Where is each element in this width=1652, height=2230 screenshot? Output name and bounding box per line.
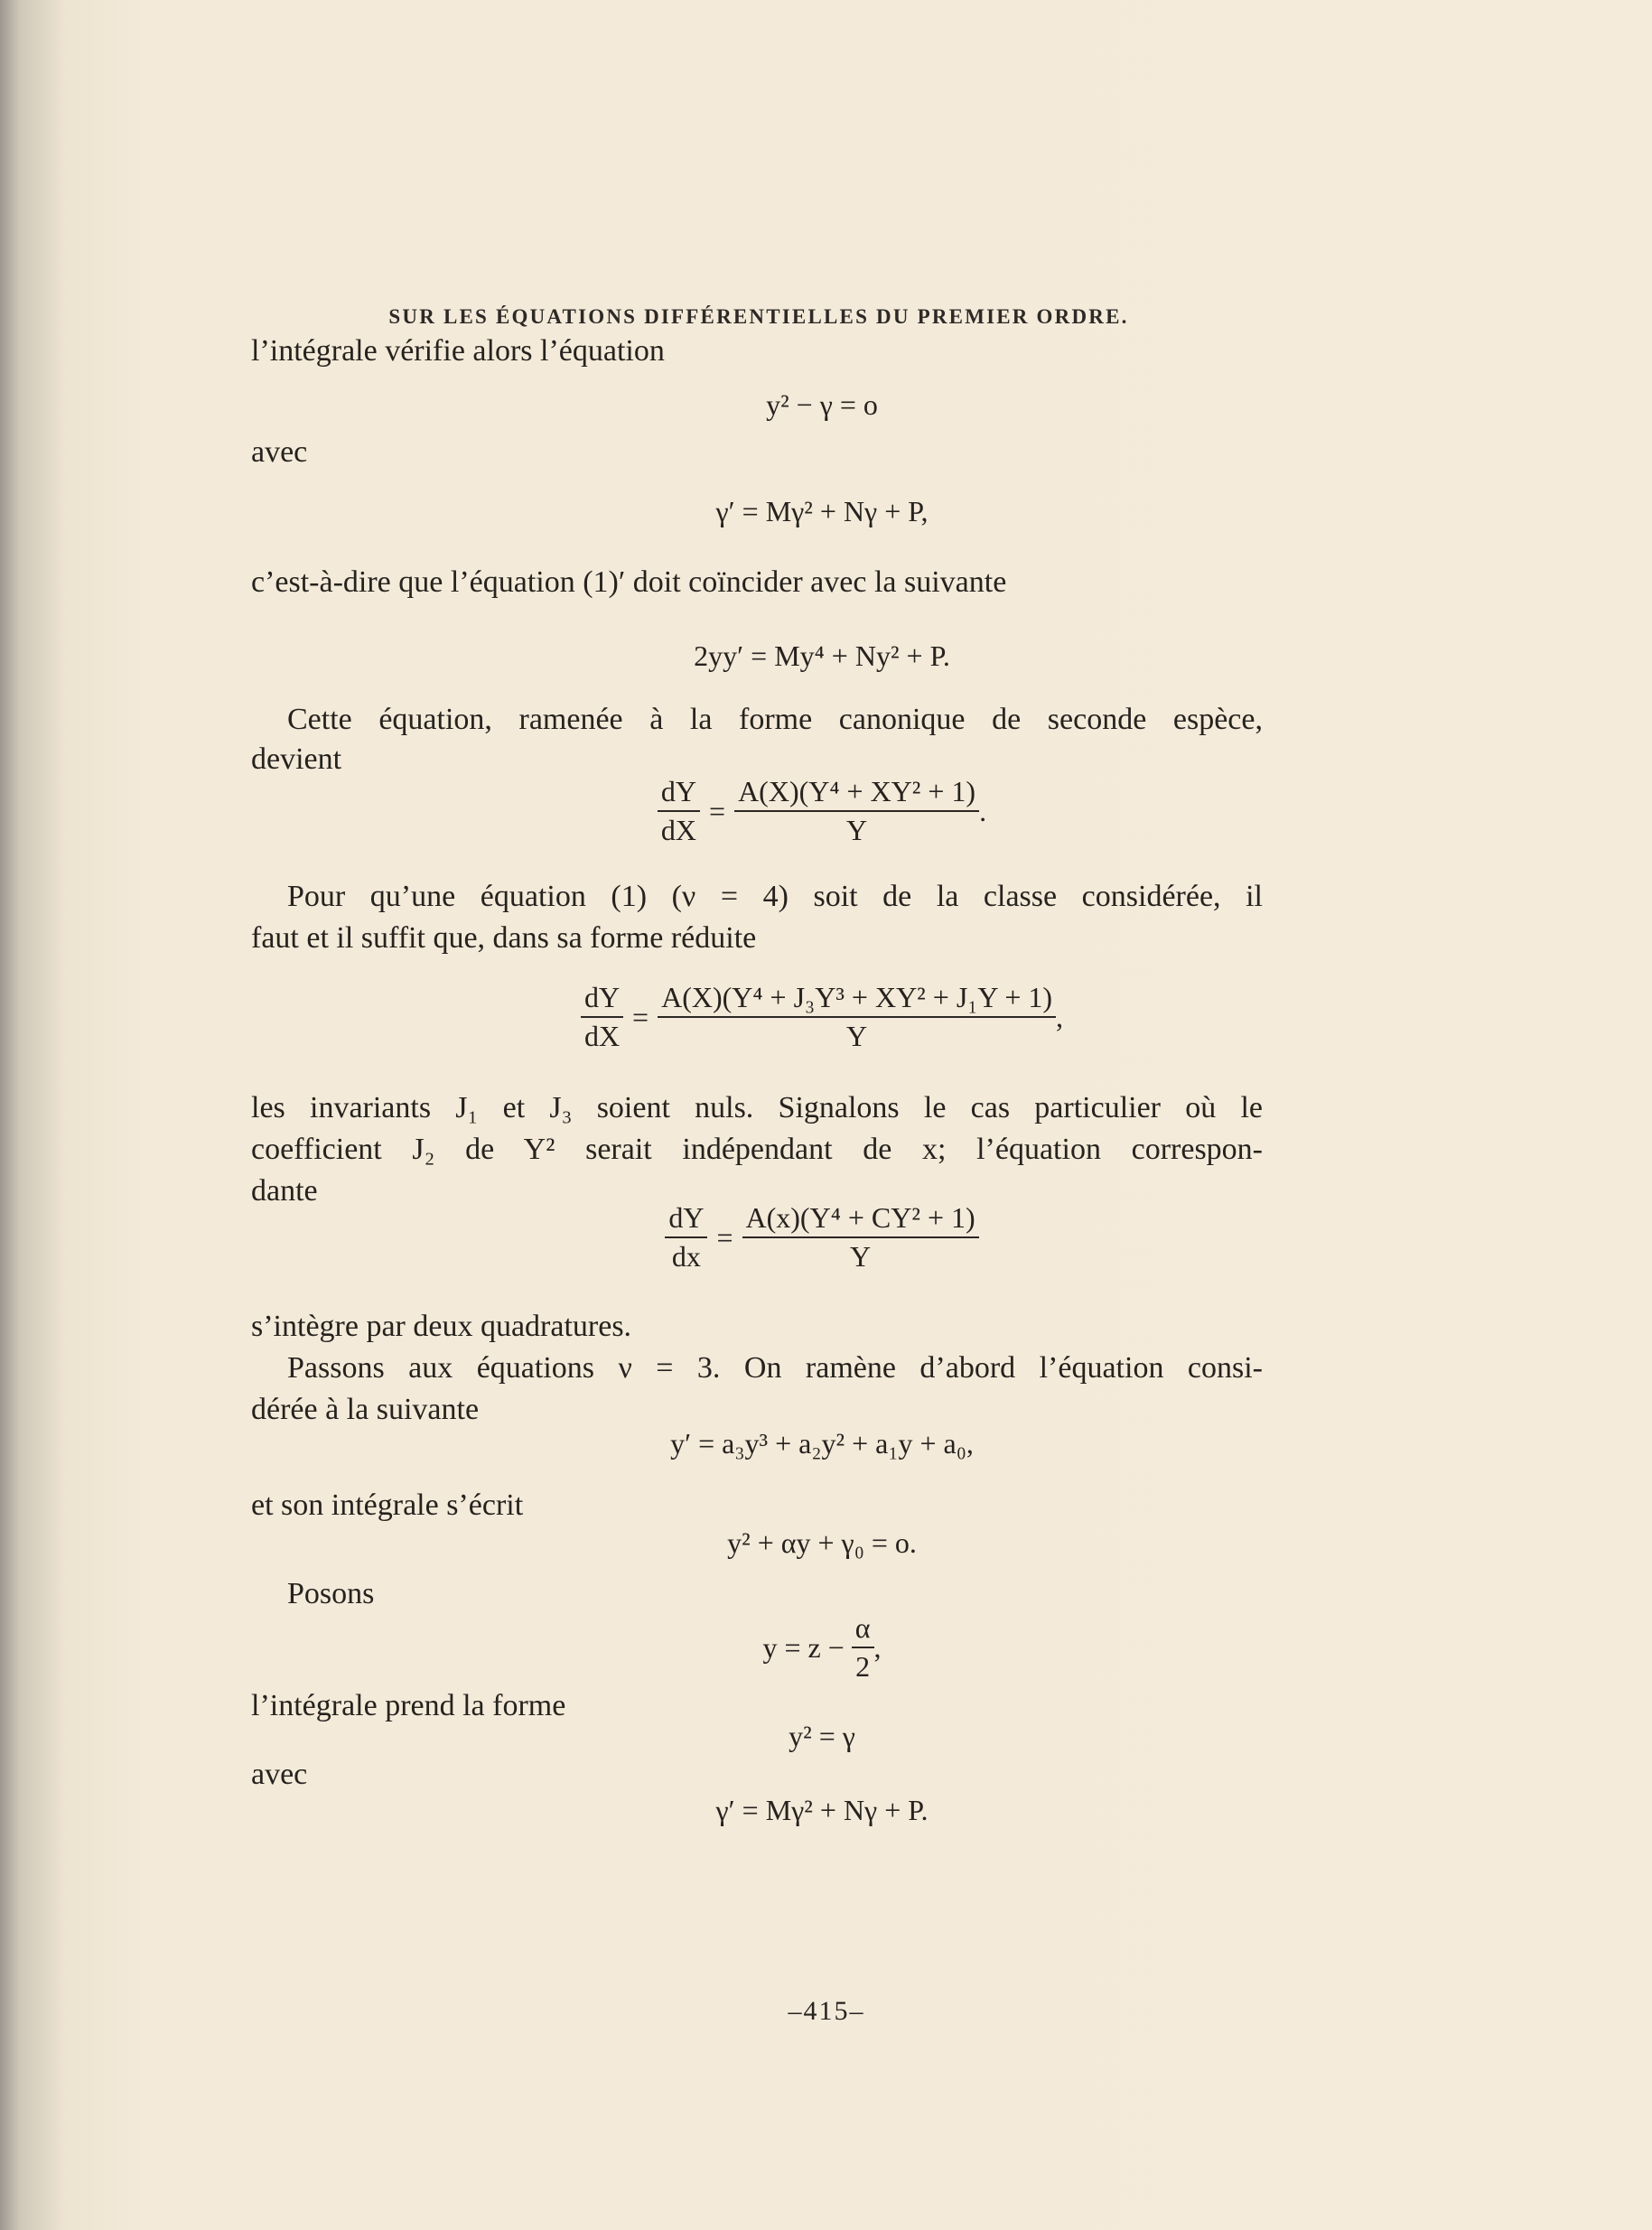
fraction-equation bbox=[415, 981, 1228, 1053]
fraction-denominator: 2 bbox=[855, 1650, 871, 1683]
running-head: SUR LES ÉQUATIONS DIFFÉRENTIELLES DU PREMIER ORDRE. bbox=[388, 305, 1129, 328]
text-line: Passons aux équations ν = 3. On ramène d’abord l’équation consi- bbox=[287, 1351, 1263, 1385]
fraction bbox=[665, 1201, 707, 1274]
fraction-denominator: dX bbox=[583, 1020, 621, 1052]
fraction-denominator: dX bbox=[660, 814, 697, 846]
text-line: faut et il suffit que, dans sa forme réduite bbox=[251, 921, 757, 955]
punctuation: , bbox=[1056, 1000, 1064, 1033]
fraction bbox=[658, 981, 1056, 1053]
text-line: dérée à la suivante bbox=[251, 1393, 480, 1426]
text-line: l’intégrale prend la forme bbox=[251, 1689, 566, 1722]
fraction-numerator: A(X)(Y⁴ + J₃Y³ + XY² + J₁Y + 1) bbox=[658, 981, 1056, 1018]
fraction bbox=[734, 775, 979, 847]
page-number: –415– bbox=[788, 1996, 865, 2026]
equals-sign: = bbox=[709, 794, 726, 827]
fraction-denominator: dx bbox=[671, 1240, 701, 1273]
text-line: c’est-à-dire que l’équation (1)′ doit coïncider avec la suivante bbox=[251, 565, 1007, 599]
text-line: et son intégrale s’écrit bbox=[251, 1488, 524, 1522]
fraction-numerator: dY bbox=[658, 775, 700, 812]
text-line: dante bbox=[251, 1174, 318, 1208]
punctuation: . bbox=[979, 794, 987, 827]
equals-sign: = bbox=[716, 1220, 733, 1254]
fraction-equation bbox=[506, 1201, 1138, 1274]
fraction-equation bbox=[506, 1611, 1138, 1684]
text-line: avec bbox=[251, 435, 308, 469]
fraction bbox=[852, 1611, 874, 1684]
fraction-numerator: α bbox=[852, 1611, 874, 1648]
equation: y² − γ = o bbox=[766, 388, 878, 421]
text-line: s’intègre par deux quadratures. bbox=[251, 1310, 632, 1343]
text-line: avec bbox=[251, 1758, 308, 1791]
equation-lhs: y = z − bbox=[762, 1630, 845, 1664]
fraction-numerator: dY bbox=[581, 981, 623, 1018]
fraction-denominator: Y bbox=[850, 1240, 872, 1273]
equation: y² + αy + γ₀ = o. bbox=[727, 1526, 917, 1559]
fraction-equation bbox=[506, 775, 1138, 847]
fraction-denominator: Y bbox=[846, 814, 868, 846]
fraction-denominator: Y bbox=[846, 1020, 868, 1052]
equation: y′ = a₃y³ + a₂y² + a₁y + a₀, bbox=[670, 1427, 974, 1460]
equals-sign: = bbox=[632, 1000, 649, 1033]
equation: 2yy′ = My⁴ + Ny² + P. bbox=[694, 639, 950, 672]
text-line: les invariants J₁ et J₃ soient nuls. Signalons le cas particulier où le bbox=[251, 1091, 1263, 1124]
equation: γ′ = Mγ² + Nγ + P, bbox=[715, 495, 929, 527]
text-line: Pour qu’une équation (1) (ν = 4) soit de la classe considérée, il bbox=[287, 880, 1263, 913]
text-line: Posons bbox=[287, 1577, 375, 1610]
text-line: l’intégrale vérifie alors l’équation bbox=[251, 334, 665, 368]
fraction-numerator: A(X)(Y⁴ + XY² + 1) bbox=[734, 775, 979, 812]
punctuation: , bbox=[873, 1630, 882, 1664]
fraction bbox=[742, 1201, 979, 1274]
fraction-numerator: dY bbox=[665, 1201, 707, 1238]
equation: γ′ = Mγ² + Nγ + P. bbox=[715, 1794, 929, 1826]
text-line: Cette équation, ramenée à la forme canonique de seconde espèce, bbox=[287, 703, 1263, 736]
fraction-numerator: A(x)(Y⁴ + CY² + 1) bbox=[742, 1201, 979, 1238]
text-line: coefficient J₂ de Y² serait indépendant de x; l’équation correspon- bbox=[251, 1133, 1263, 1166]
text-line: devient bbox=[251, 742, 342, 776]
fraction bbox=[658, 775, 700, 847]
fraction bbox=[581, 981, 623, 1053]
equation: y² = γ bbox=[789, 1720, 855, 1752]
